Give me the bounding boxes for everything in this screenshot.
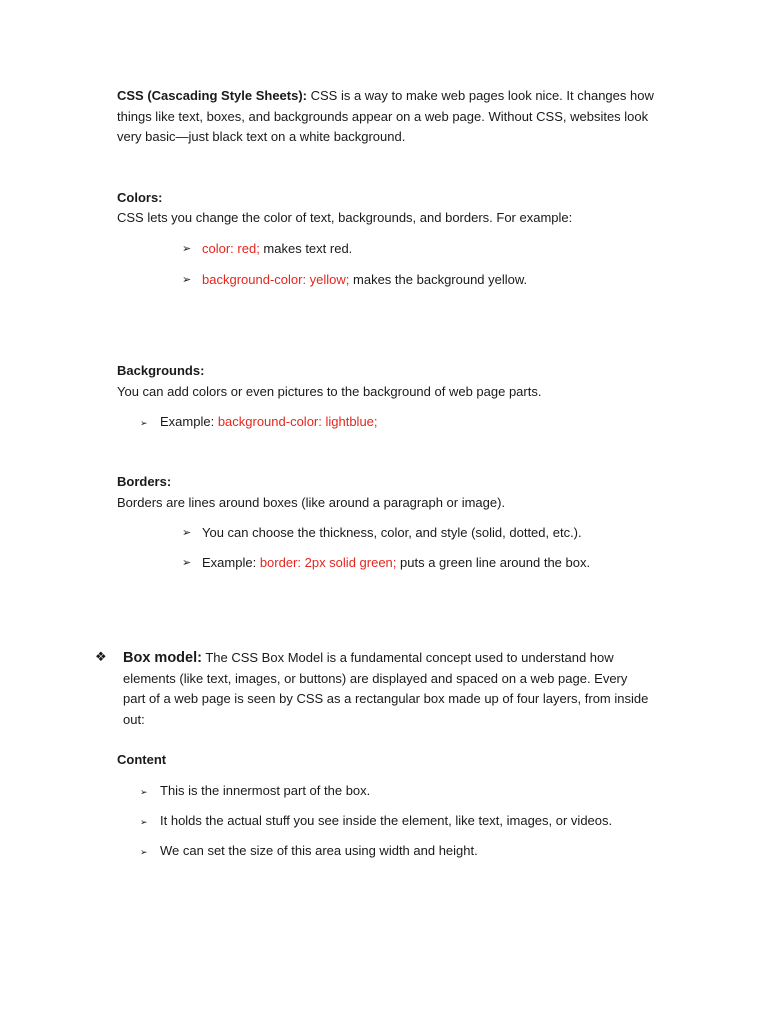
intro-text: CSS is a way to make web pages look nice. It changes how things like text, boxes, and backgrounds appear on a web page. Without CSS, websites look very basic—just black text on a white background. <box>117 88 654 144</box>
arrow-bullet-icon: ➢ <box>182 527 192 539</box>
box-model-text: The CSS Box Model is a fundamental concept used to understand how elements (like text, images, or buttons) are displayed and spaced on a web page. Every part of a web page is seen by CSS as a rectangular box made up of four layers, from inside out: <box>123 650 649 727</box>
backgrounds-text: You can add colors or even pictures to the background of web page parts. <box>117 384 542 399</box>
bullet-text: Example: <box>202 555 260 570</box>
bullet-text: makes text red. <box>259 241 353 256</box>
colors-text: CSS lets you change the color of text, backgrounds, and borders. For example: <box>117 210 573 225</box>
code-snippet: background-color: yellow; <box>202 272 350 287</box>
code-snippet: color: red; <box>202 241 260 256</box>
bullet-text: Example: <box>160 414 218 429</box>
code-snippet: border: 2px solid green; <box>259 555 397 570</box>
arrow-bullet-icon: ➢ <box>182 274 192 286</box>
box-model-paragraph <box>123 648 653 730</box>
bullet-text: We can set the size of this area using width and height. <box>160 843 478 858</box>
arrow-bullet-icon: ➢ <box>140 847 148 857</box>
intro-term: CSS (Cascading Style Sheets): <box>117 88 307 103</box>
colors-heading: Colors: <box>117 190 163 205</box>
bullet-text: makes the background yellow. <box>349 272 528 287</box>
borders-heading: Borders: <box>117 474 172 489</box>
backgrounds-heading: Backgrounds: <box>117 363 205 378</box>
box-model-term: Box model: <box>123 650 202 666</box>
borders-text: Borders are lines around boxes (like around a paragraph or image). <box>117 495 506 510</box>
arrow-bullet-icon: ➢ <box>140 787 148 797</box>
code-snippet: background-color: lightblue; <box>217 414 378 429</box>
diamond-bullet-icon: ❖ <box>95 649 107 664</box>
bullet-text: You can choose the thickness, color, and style (solid, dotted, etc.). <box>202 525 582 540</box>
arrow-bullet-icon: ➢ <box>140 418 148 428</box>
bullet-text: This is the innermost part of the box. <box>160 783 371 798</box>
content-heading: Content <box>117 752 167 767</box>
bullet-text: puts a green line around the box. <box>396 555 591 570</box>
arrow-bullet-icon: ➢ <box>140 817 148 827</box>
arrow-bullet-icon: ➢ <box>182 557 192 569</box>
bullet-text: It holds the actual stuff you see inside the element, like text, images, or videos. <box>160 813 613 828</box>
arrow-bullet-icon: ➢ <box>182 243 192 255</box>
intro-paragraph <box>117 86 657 148</box>
